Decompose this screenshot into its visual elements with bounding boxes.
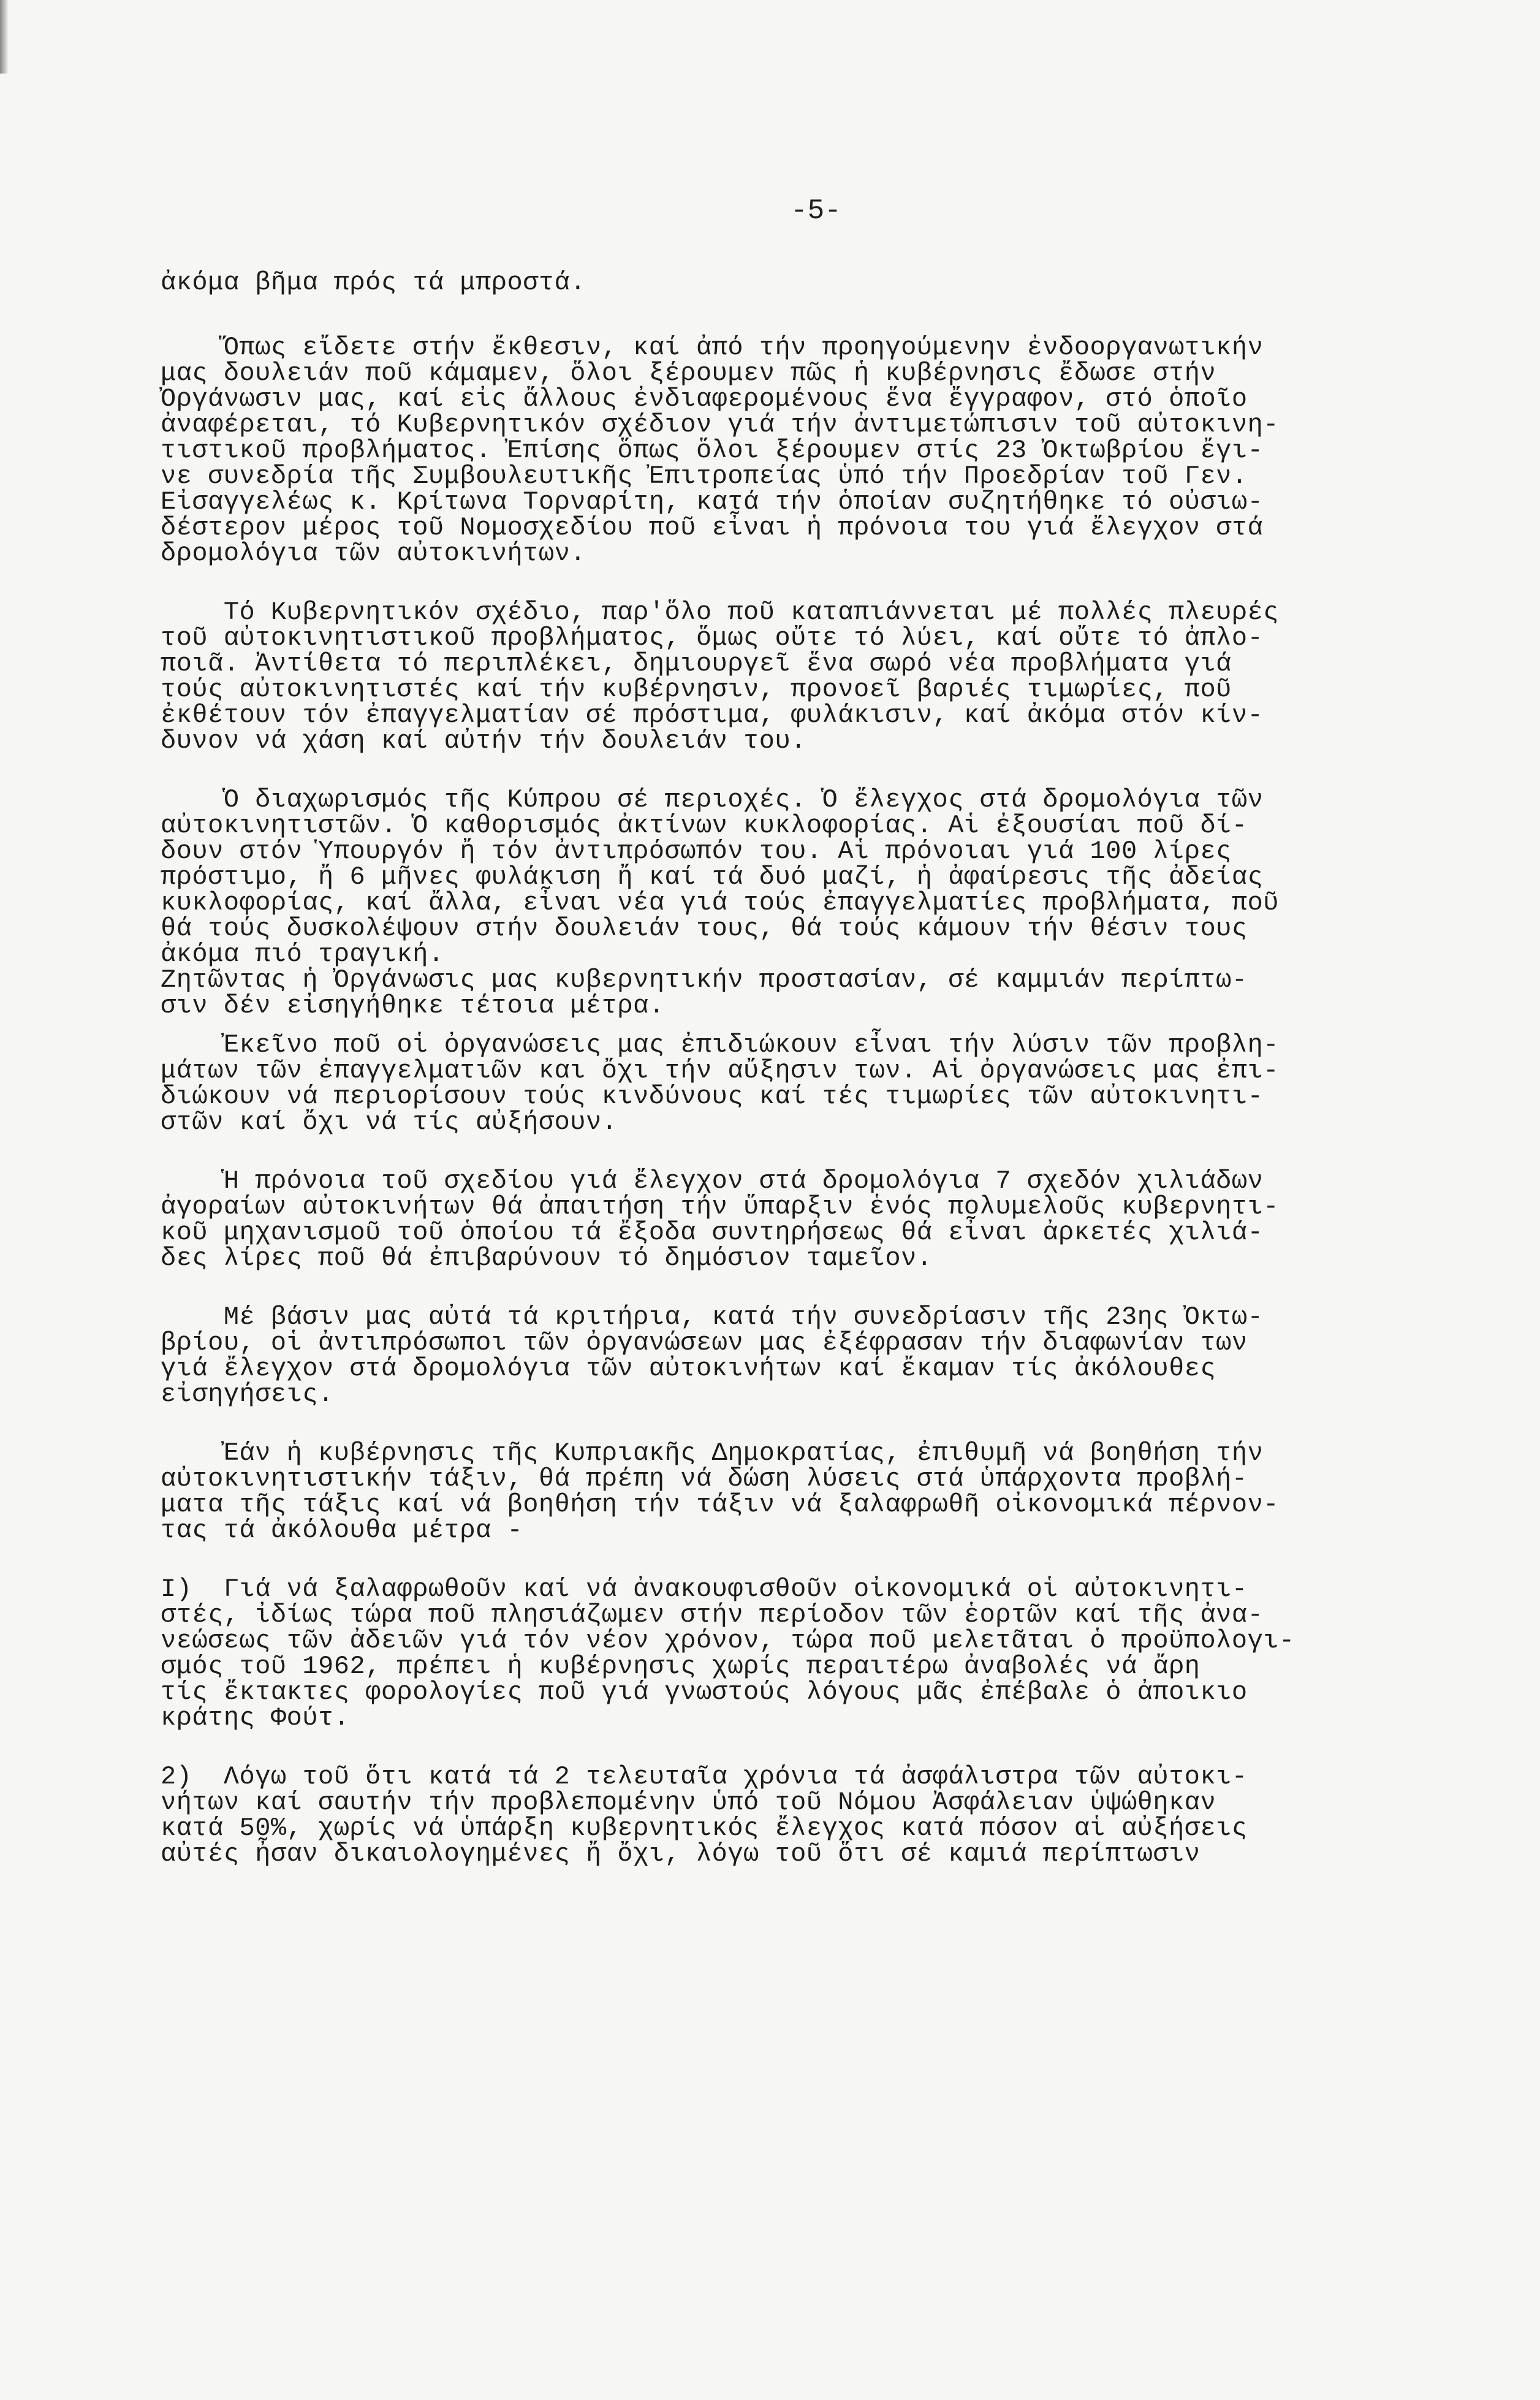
text-line: Ἡ πρόνοια τοῦ σχεδίου γιά ἔλεγχον στά δρομολόγια 7 σχεδόν χιλιάδων <box>161 1166 1264 1196</box>
text-line: διώκουν νά περιορίσουν τούς κινδύνους καί τές τιμωρίες τῶν αὐτοκινητι- <box>161 1082 1264 1111</box>
text-line: στές, ἰδίως τώρα ποῦ πλησιάζωμεν στήν περίοδον τῶν ἑορτῶν καί τῆς ἀνα- <box>161 1600 1264 1630</box>
text-line: γιά ἔλεγχον στά δρομολόγια τῶν αὐτοκινήτων καί ἔκαμαν τίς ἀκόλουθες <box>161 1354 1216 1383</box>
text-line: Ὅπως εἴδετε στήν ἔκθεσιν, καί ἀπό τήν προηγούμενην ἐνδοοργανωτικήν <box>161 333 1264 362</box>
text-line: Ὀργάνωσιν μας, καί εἰς ἄλλους ἐνδιαφερομένους ἕνα ἔγγραφον, στό ὁποῖο <box>161 384 1248 414</box>
paragraph <box>161 1304 1478 1407</box>
paragraph <box>161 1764 1478 1867</box>
text-line: ἐκθέτουν τόν ἐπαγγελματίαν σέ πρόστιμα, φυλάκισιν, καί ἀκόμα στόν κίν- <box>161 701 1264 730</box>
text-line: σιν δέν εἰσηγήθηκε τέτοια μέτρα. <box>161 991 665 1020</box>
paragraph <box>161 1168 1478 1271</box>
text-line: ματα τῆς τάξις καί νά βοηθήση τήν τάξιν νά ξαλαφρωθῆ οἰκονομικά πέρνον- <box>161 1490 1279 1519</box>
text-line: τας τά ἀκόλουθα μέτρα - <box>161 1516 523 1545</box>
text-line: κράτης Φούτ. <box>161 1703 350 1733</box>
text-line: δέστερον μέρος τοῦ Νομοσχεδίου ποῦ εἶναι ἡ πρόνοια του γιά ἔλεγχον στά <box>161 513 1264 542</box>
text-line: δρομολόγια τῶν αὐτοκινήτων. <box>161 539 586 568</box>
paragraph <box>161 599 1478 754</box>
text-line: κοῦ μηχανισμοῦ τοῦ ὁποίου τά ἔξοδα συντηρήσεως θά εἶναι ἀρκετές χιλιά- <box>161 1218 1264 1247</box>
text-line: κατά 50%, χωρίς νά ὑπάρξη κυβερνητικός ἔλεγχος κατά πόσον αἱ αὐξήσεις <box>161 1813 1248 1843</box>
text-line: τίς ἔκτακτες φορολογίες ποῦ γιά γνωστούς λόγους μᾶς ἐπέβαλε ὁ ἀποικιο <box>161 1677 1248 1707</box>
text-line: ἀκόμα βῆμα πρός τά μπροστά. <box>161 268 586 297</box>
paragraph <box>161 787 1478 1019</box>
text-line: εἰσηγήσεις. <box>161 1380 334 1409</box>
text-line: ποιᾶ. Ἀντίθετα τό περιπλέκει, δημιουργεῖ ἕνα σωρό νέα προβλήματα γιά <box>161 649 1232 678</box>
text-line: I) Γιά νά ξαλαφρωθοῦν καί νά ἀνακουφισθοῦν οἰκονομικά οἱ αὐτοκινητι- <box>161 1574 1248 1604</box>
text-line: 2) Λόγω τοῦ ὅτι κατά τά 2 τελευταῖα χρόνια τά ἀσφάλιστρα τῶν αὐτοκι- <box>161 1762 1248 1791</box>
text-line: νήτων καί σαυτήν τήν προβλεπομένην ὑπό τοῦ Νόμου Ἀσφάλειαν ὑψώθηκαν <box>161 1788 1216 1817</box>
text-line: πρόστιμο, ἤ 6 μῆνες φυλάκιση ἤ καί τά δυό μαζί, ἡ ἀφαίρεσις τῆς ἀδείας <box>161 862 1264 892</box>
text-line: βρίου, οἱ ἀντιπρόσωποι τῶν ὀργανώσεων μας ἐξέφρασαν τήν διαφωνίαν των <box>161 1328 1248 1358</box>
text-line: αὐτοκινητιστῶν. Ὁ καθορισμός ἀκτίνων κυκλοφορίας. Αἱ ἐξουσίαι ποῦ δί- <box>161 811 1248 840</box>
text-line: ἀγοραίων αὐτοκινήτων θά ἀπαιτήση τήν ὕπαρξιν ἑνός πολυμελοῦς κυβερνητι- <box>161 1192 1279 1221</box>
scan-edge-mark <box>0 0 9 74</box>
text-line: Ἐκεῖνο ποῦ οἱ ὀργανώσεις μας ἐπιδιώκουν εἶναι τήν λύσιν τῶν προβλη- <box>161 1030 1279 1060</box>
document-body <box>161 270 1478 1867</box>
text-line: Μέ βάσιν μας αὐτά τά κριτήρια, κατά τήν συνεδρίασιν τῆς 23ης Ὀκτω- <box>161 1302 1264 1332</box>
paragraph <box>161 1576 1478 1731</box>
text-line: δες λίρες ποῦ θά ἐπιβαρύνουν τό δημόσιον ταμεῖον. <box>161 1244 933 1273</box>
text-line: Τό Κυβερνητικόν σχέδιο, παρ'ὅλο ποῦ καταπιάννεται μέ πολλές πλευρές <box>161 598 1279 627</box>
text-line: νεώσεως τῶν ἀδειῶν γιά τόν νέον χρόνον, τώρα ποῦ μελετᾶται ὁ προϋπολογι- <box>161 1626 1295 1655</box>
text-line: δυνον νά χάση καί αὐτήν τήν δουλειάν του. <box>161 726 806 756</box>
text-line: νε συνεδρία τῆς Συμβουλευτικῆς Ἐπιτροπείας ὑπό τήν Προεδρίαν τοῦ Γεν. <box>161 461 1248 491</box>
page-number: -5- <box>791 195 841 227</box>
text-line: τιστικοῦ προβλήματος. Ἐπίσης ὅπως ὅλοι ξέρουμεν στίς 23 Ὀκτωβρίου ἔγι- <box>161 436 1264 465</box>
text-line: μάτων τῶν ἐπαγγελματιῶν και ὄχι τήν αὔξησιν των. Αἱ ὀργανώσεις μας ἐπι- <box>161 1056 1279 1085</box>
paragraph <box>161 270 1478 295</box>
text-line: θά τούς δυσκολέψουν στήν δουλειάν τους, θά τούς κάμουν τήν θέσιν τους <box>161 914 1248 943</box>
text-line: αὐτοκινητιστικήν τάξιν, θά πρέπη νά δώση λύσεις στά ὑπάρχοντα προβλή- <box>161 1464 1248 1494</box>
text-line: ἀναφέρεται, τό Κυβερνητικόν σχέδιον γιά τήν ἀντιμετώπισιν τοῦ αὐτοκινη- <box>161 410 1279 439</box>
paragraph <box>161 335 1478 566</box>
text-line: δουν στόν Ὑπουργόν ἤ τόν ἀντιπρόσωπόν του. Αἱ πρόνοιαι γιά 100 λίρες <box>161 837 1232 866</box>
text-line: σμός τοῦ 1962, πρέπει ἡ κυβέρνησις χωρίς περαιτέρω ἀναβολές νά ἄρη <box>161 1652 1201 1681</box>
text-line: ἀκόμα πιό τραγική. <box>161 940 444 969</box>
text-line: τούς αὐτοκινητιστές καί τήν κυβέρνησιν, προνοεῖ βαριές τιμωρίες, ποῦ <box>161 675 1232 704</box>
paragraph <box>161 1440 1478 1543</box>
text-line: Εἰσαγγελέως κ. Κρίτωνα Τορναρίτη, κατά τήν ὁποίαν συζητήθηκε τό οὐσιω- <box>161 487 1264 517</box>
paragraph <box>161 1032 1478 1135</box>
text-line: μας δουλειάν ποῦ κάμαμεν, ὅλοι ξέρουμεν πῶς ἡ κυβέρνησις ἔδωσε στήν <box>161 359 1216 388</box>
text-line: Ἐάν ἡ κυβέρνησις τῆς Κυπριακῆς Δημοκρατίας, ἐπιθυμῆ νά βοηθήση τήν <box>161 1438 1264 1468</box>
text-line: τοῦ αὐτοκινητιστικοῦ προβλήματος, ὅμως οὔτε τό λύει, καί οὔτε τό ἀπλο- <box>161 623 1264 653</box>
text-line: Ζητῶντας ἡ Ὀργάνωσις μας κυβερνητικήν προστασίαν, σέ καμμιάν περίπτω- <box>161 965 1248 995</box>
text-line: κυκλοφορίας, καί ἄλλα, εἶναι νέα γιά τούς ἐπαγγελματίες προβλήματα, ποῦ <box>161 888 1279 917</box>
text-line: αὐτές ἦσαν δικαιολογημένες ἤ ὄχι, λόγω τοῦ ὅτι σέ καμιά περίπτωσιν <box>161 1839 1201 1869</box>
text-line: στῶν καί ὄχι νά τίς αὐξήσουν. <box>161 1107 618 1137</box>
text-line: Ὁ διαχωρισμός τῆς Κύπρου σέ περιοχές. Ὁ ἔλεγχος στά δρομολόγια τῶν <box>161 785 1264 815</box>
